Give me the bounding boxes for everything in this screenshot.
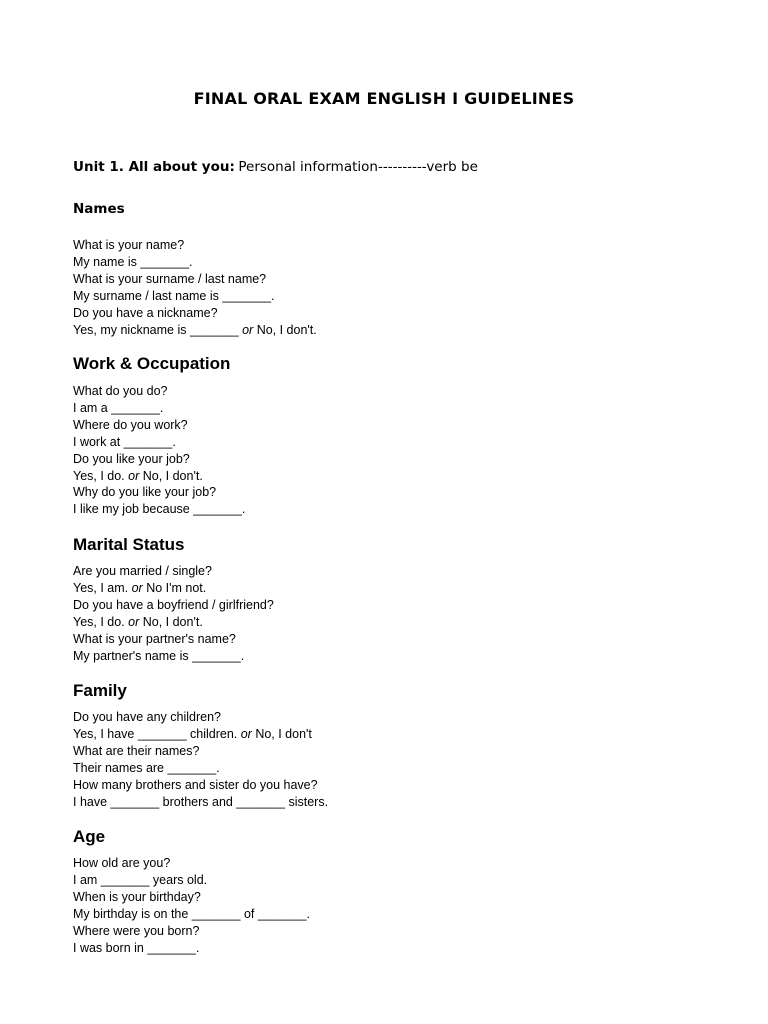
text-line: What is your surname / last name? xyxy=(73,271,267,286)
line-text: No, I don't. xyxy=(139,468,203,483)
section-heading-age: Age xyxy=(73,827,106,846)
section-lines-age xyxy=(73,855,310,956)
line-text: Yes, I have _______ children. xyxy=(73,726,241,741)
text-line: My surname / last name is _______. xyxy=(73,288,275,303)
text-line: Do you have a nickname? xyxy=(73,305,218,320)
text-line xyxy=(73,468,245,485)
text-line: I work at _______. xyxy=(73,434,176,449)
section-heading-marital-status: Marital Status xyxy=(73,535,185,554)
section-lines-work xyxy=(73,383,245,518)
text-line: I am _______ years old. xyxy=(73,872,208,887)
text-line xyxy=(73,322,317,339)
section-heading-names: Names xyxy=(73,201,125,217)
text-line: What do you do? xyxy=(73,384,168,398)
line-text: No, I don't. xyxy=(139,614,203,629)
text-line: Their names are _______. xyxy=(73,760,220,775)
text-line: How many brothers and sister do you have? xyxy=(73,777,318,792)
line-or: or xyxy=(131,580,143,595)
line-text: Yes, I do. xyxy=(73,614,129,629)
text-line xyxy=(73,580,274,597)
document-title: FINAL ORAL EXAM ENGLISH I GUIDELINES xyxy=(193,89,575,108)
text-line: My name is _______. xyxy=(73,254,193,269)
text-line: Why do you like your job? xyxy=(73,485,217,500)
text-line: Where were you born? xyxy=(73,923,200,938)
section-lines-family xyxy=(73,709,328,810)
text-line: When is your birthday? xyxy=(73,889,201,904)
text-line: What are their names? xyxy=(73,743,200,758)
line-or: or xyxy=(128,468,140,483)
text-line: My partner's name is _______. xyxy=(73,648,245,663)
text-line: My birthday is on the _______ of _______. xyxy=(73,906,310,921)
text-line xyxy=(73,726,328,743)
text-line: Do you have a boyfriend / girlfriend? xyxy=(73,597,274,612)
text-line: How old are you? xyxy=(73,856,171,870)
line-text: Yes, my nickname is _______ xyxy=(73,322,243,337)
line-text: No, I don't xyxy=(251,726,312,741)
text-line: I have _______ brothers and _______ sisters. xyxy=(73,794,329,809)
section-heading-family: Family xyxy=(73,681,127,700)
line-text: Yes, I do. xyxy=(73,468,129,483)
text-line: Are you married / single? xyxy=(73,564,212,578)
text-line xyxy=(73,614,274,631)
line-or: or xyxy=(240,726,252,741)
text-line: Do you have any children? xyxy=(73,710,222,724)
section-lines-names xyxy=(73,237,317,338)
unit-description: Personal information----------verb be xyxy=(238,159,478,175)
line-or: or xyxy=(242,322,254,337)
unit-label: Unit 1. All about you: xyxy=(73,159,235,175)
line-text: No I'm not. xyxy=(142,580,207,595)
text-line: I am a _______. xyxy=(73,400,164,415)
line-text: No, I don't. xyxy=(253,322,317,337)
text-line: Do you like your job? xyxy=(73,451,190,466)
line-or: or xyxy=(128,614,140,629)
text-line: I like my job because _______. xyxy=(73,502,246,517)
line-text: Yes, I am. xyxy=(73,580,132,595)
text-line: What is your partner's name? xyxy=(73,631,236,646)
text-line: I was born in _______. xyxy=(73,940,200,955)
text-line: Where do you work? xyxy=(73,417,188,432)
text-line: What is your name? xyxy=(73,238,185,252)
unit-heading xyxy=(73,159,478,176)
section-lines-marital-status xyxy=(73,563,274,664)
section-heading-work: Work & Occupation xyxy=(73,354,231,373)
